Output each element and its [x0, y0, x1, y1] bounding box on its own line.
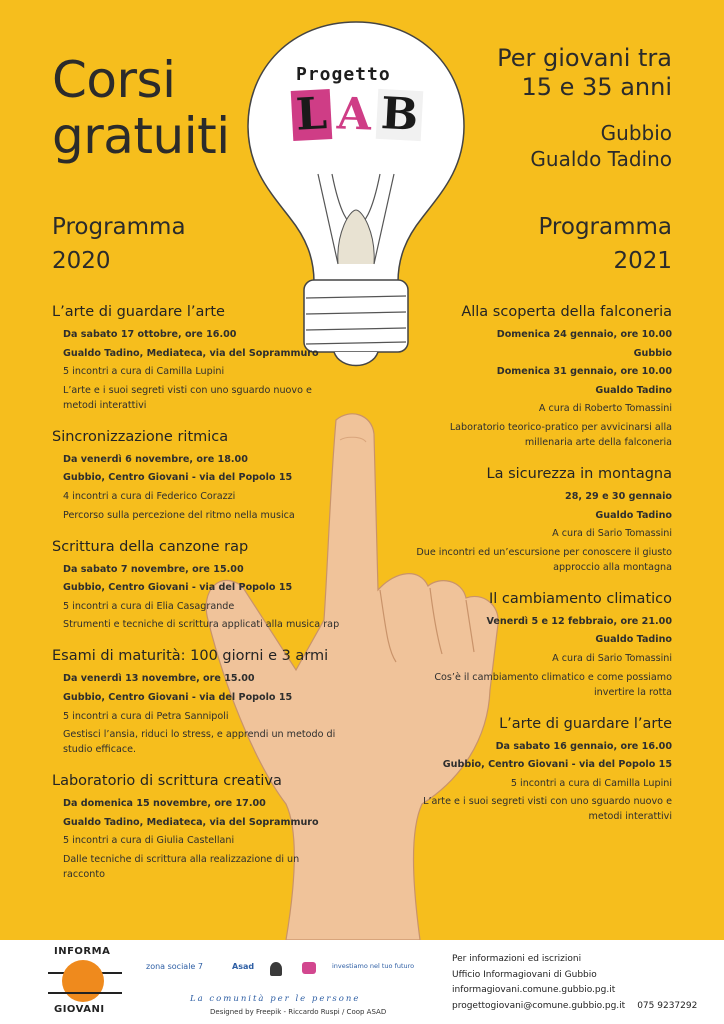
email-link[interactable]: progettogiovani@comune.gubbio.pg.it — [452, 1000, 626, 1011]
eu-funding-logo: investiamo nel tuo futuro — [332, 962, 415, 970]
phone-number[interactable]: 075 9237292 — [637, 1000, 698, 1011]
smiley-face-icon — [62, 960, 104, 1002]
course-location: Gubbio, Centro Giovani - via del Popolo 15 — [63, 691, 293, 703]
course-teacher: 5 incontri a cura di Petra Sannipoli — [63, 710, 229, 722]
contact-info — [452, 952, 697, 1014]
asad-logo: Asad — [232, 962, 255, 971]
course-detail: Da sabato 16 gennaio, ore 16.00 — [495, 740, 672, 752]
title-line-1: Corsi — [52, 51, 176, 109]
course-teacher: A cura di Roberto Tomassini — [538, 403, 672, 415]
course-title: Esami di maturità: 100 giorni e 3 armi — [52, 648, 329, 665]
course-title: Alla scoperta della falconeria — [461, 304, 672, 320]
course-detail: Venerdì 5 e 12 febbraio, ore 21.00 — [486, 615, 672, 627]
age-line-1: Per giovani tra — [497, 44, 672, 72]
design-credits: Designed by Freepik - Riccardo Ruspi / Coop ASAD — [210, 1008, 387, 1016]
course-detail: Gubbio — [633, 347, 672, 359]
logo-letter-a: A — [336, 88, 372, 141]
sponsor-logos — [146, 962, 436, 988]
course-2020-4 — [52, 646, 342, 757]
course-description: L’arte e i suoi segreti visti con uno sguardo nuovo e metodi interattivi — [63, 384, 312, 411]
course-location: Gubbio, Centro Giovani - via del Popolo 15 — [63, 582, 293, 594]
course-detail: Gualdo Tadino — [595, 634, 672, 646]
course-date: Da venerdì 13 novembre, ore 15.00 — [63, 673, 255, 685]
course-2020-1 — [52, 302, 342, 413]
course-description: Gestisci l’ansia, riduci lo stress, e apprendi un metodo di studio efficace. — [63, 729, 336, 756]
tree-icon — [270, 962, 282, 976]
course-description: Strumenti e tecniche di scrittura applicati alla musica rap — [63, 619, 340, 631]
course-2020-5 — [52, 771, 342, 882]
program-2020-label: Programma — [52, 214, 186, 240]
course-teacher: 5 incontri a cura di Camilla Lupini — [510, 777, 672, 789]
course-date: Da sabato 17 ottobre, ore 16.00 — [63, 329, 237, 340]
course-title: Sincronizzazione ritmica — [52, 428, 229, 445]
course-teacher: 5 incontri a cura di Giulia Castellani — [63, 835, 235, 847]
course-detail: Domenica 31 gennaio, ore 10.00 — [496, 366, 672, 378]
age-line-2: 15 e 35 anni — [521, 73, 672, 101]
course-description: L’arte e i suoi segreti visti con uno sguardo nuovo e metodi interattivi — [423, 796, 672, 823]
logo-letter-l: L — [291, 89, 333, 141]
course-detail: Gualdo Tadino — [595, 509, 672, 521]
informa-label: INFORMA — [54, 946, 111, 957]
course-description: Dalle tecniche di scrittura alla realizzazione di un racconto — [63, 853, 300, 880]
contact-line-1: Per informazioni ed iscrizioni — [452, 954, 582, 964]
course-date: Da sabato 7 novembre, ore 15.00 — [63, 563, 244, 575]
course-date: Da domenica 15 novembre, ore 17.00 — [63, 798, 266, 810]
course-date: Da venerdì 6 novembre, ore 18.00 — [63, 453, 248, 465]
course-title: Scrittura della canzone rap — [52, 538, 249, 555]
course-2021-2 — [402, 464, 672, 575]
course-detail: Gualdo Tadino — [595, 384, 672, 396]
course-detail: 28, 29 e 30 gennaio — [565, 490, 672, 502]
title-line-2: gratuiti — [52, 107, 230, 165]
place-1: Gubbio — [600, 121, 672, 145]
course-title: L’arte di guardare l’arte — [52, 304, 225, 320]
page-title — [52, 52, 230, 164]
place-2: Gualdo Tadino — [530, 147, 672, 171]
places — [530, 120, 672, 172]
program-2020-year: 2020 — [52, 248, 111, 274]
course-description: Laboratorio teorico-pratico per avvicinarsi alla millenaria arte della falconeria — [449, 421, 672, 448]
course-title: La sicurezza in montagna — [486, 465, 672, 482]
course-2021-3 — [402, 589, 672, 700]
course-teacher: A cura di Sario Tomassini — [552, 528, 672, 540]
giovani-label: GIOVANI — [54, 1004, 105, 1015]
contact-email-row — [452, 999, 697, 1015]
motto: La comunità per le persone — [190, 994, 361, 1004]
course-detail: Gubbio, Centro Giovani - via del Popolo 15 — [442, 759, 672, 771]
program-2021-year: 2021 — [613, 248, 672, 274]
course-description: Percorso sulla percezione del ritmo nella musica — [63, 509, 295, 521]
course-title: Il cambiamento climatico — [488, 590, 672, 607]
informagiovani-logo — [46, 946, 124, 1018]
logo-letter-b: B — [376, 89, 424, 141]
arrow-left-icon — [48, 992, 122, 994]
program-2021-label: Programma — [538, 214, 672, 240]
course-teacher: A cura di Sario Tomassini — [552, 652, 672, 664]
zona-sociale-logo: zona sociale 7 — [146, 962, 203, 971]
logo-progetto: Progetto — [296, 64, 391, 85]
course-description: Due incontri ed un’escursione per conoscere il giusto approccio alla montagna — [416, 546, 672, 573]
course-title: L’arte di guardare l’arte — [499, 715, 672, 732]
course-teacher: 5 incontri a cura di Elia Casagrande — [63, 600, 235, 612]
program-2021-heading — [538, 210, 672, 278]
partner-logo-icon — [302, 962, 316, 974]
course-title: Laboratorio di scrittura creativa — [52, 773, 282, 790]
program-2021-list — [402, 302, 672, 838]
course-2020-2 — [52, 427, 342, 523]
course-teacher: 5 incontri a cura di Camilla Lupini — [63, 366, 225, 378]
logo-lab — [292, 90, 424, 140]
contact-line-2: Ufficio Informagiovani di Gubbio — [452, 969, 597, 980]
course-location: Gualdo Tadino, Mediateca, via del Soprammuro — [63, 347, 319, 359]
course-2021-1 — [402, 302, 672, 450]
website-link[interactable]: informagiovani.comune.gubbio.pg.it — [452, 985, 616, 995]
course-teacher: 4 incontri a cura di Federico Corazzi — [63, 490, 236, 502]
course-location: Gualdo Tadino, Mediateca, via del Soprammuro — [63, 816, 319, 828]
course-description: Cos’è il cambiamento climatico e come possiamo invertire la rotta — [434, 671, 672, 698]
course-2021-4 — [402, 714, 672, 825]
program-2020-list — [52, 302, 342, 896]
course-2020-3 — [52, 537, 342, 633]
program-2020-heading — [52, 210, 186, 278]
course-location: Gubbio, Centro Giovani - via del Popolo 15 — [63, 472, 293, 484]
age-range — [497, 44, 672, 102]
course-detail: Domenica 24 gennaio, ore 10.00 — [496, 329, 672, 340]
